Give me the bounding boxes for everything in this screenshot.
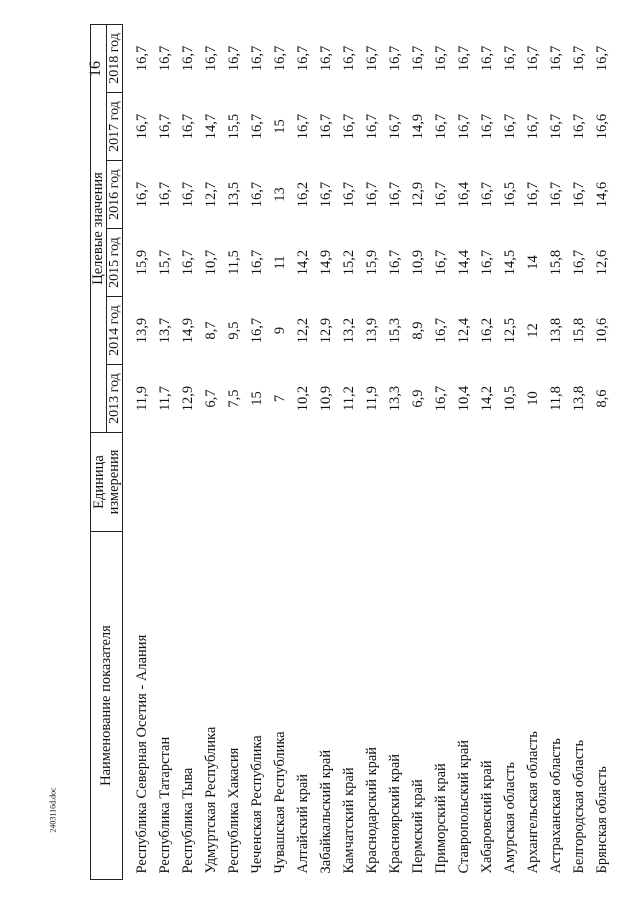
row-value: 16,7 <box>456 113 472 140</box>
row-value: 16,7 <box>203 45 219 72</box>
row-value: 16,7 <box>548 45 564 72</box>
header-name: Наименование показателя <box>91 532 123 880</box>
row-name: Алтайский край <box>295 773 311 874</box>
row-name: Республика Тыва <box>180 767 196 874</box>
row-value: 16,7 <box>180 45 196 72</box>
row-name: Забайкальский край <box>318 749 334 874</box>
table-row <box>223 24 246 879</box>
table-row <box>453 24 476 879</box>
row-value: 16,7 <box>525 181 541 208</box>
row-value: 16,7 <box>525 113 541 140</box>
row-value: 16,7 <box>318 113 334 140</box>
row-value: 16,5 <box>502 181 518 208</box>
header-unit: Единица измерения <box>91 433 123 532</box>
row-value: 13,8 <box>548 317 564 344</box>
row-unit <box>568 433 591 532</box>
row-value: 16,7 <box>134 113 150 140</box>
row-value: 14,7 <box>203 113 219 140</box>
row-value: 16,7 <box>180 181 196 208</box>
row-unit <box>430 433 453 532</box>
row-value: 16,7 <box>249 45 265 72</box>
table-row <box>338 24 361 879</box>
row-name: Хабаровский край <box>479 760 495 874</box>
row-value: 15,2 <box>341 249 357 276</box>
row-unit <box>361 433 384 532</box>
row-unit <box>246 433 269 532</box>
row-value: 16,7 <box>479 45 495 72</box>
row-value: 12,2 <box>295 317 311 344</box>
row-value: 13,9 <box>364 317 380 344</box>
row-value: 14,6 <box>594 181 610 208</box>
row-unit <box>123 433 155 532</box>
table-header <box>91 24 123 879</box>
row-value: 12 <box>525 323 541 338</box>
row-value: 12,5 <box>502 317 518 344</box>
row-name: Амурская область <box>502 762 518 874</box>
table-row <box>430 24 453 879</box>
table-body <box>123 24 615 879</box>
rotated-table-container <box>87 25 610 880</box>
row-value: 16,7 <box>295 45 311 72</box>
row-name: Республика Северная Осетия - Алания <box>134 634 150 874</box>
row-value: 8,7 <box>203 321 219 340</box>
row-value: 14,9 <box>180 317 196 344</box>
row-value: 7,5 <box>226 389 242 408</box>
row-value: 16,7 <box>571 45 587 72</box>
row-unit <box>315 433 338 532</box>
row-value: 16,7 <box>387 181 403 208</box>
row-value: 10,9 <box>318 385 334 412</box>
row-value: 15,3 <box>387 317 403 344</box>
row-value: 14,5 <box>502 249 518 276</box>
row-value: 11,9 <box>134 386 150 411</box>
table-row <box>522 24 545 879</box>
row-value: 13,9 <box>134 317 150 344</box>
row-unit <box>154 433 177 532</box>
row-value: 16,7 <box>180 249 196 276</box>
row-value: 13,8 <box>571 385 587 412</box>
row-value: 16,7 <box>226 45 242 72</box>
row-value: 8,6 <box>594 389 610 408</box>
row-value: 14,4 <box>456 249 472 276</box>
table-row <box>407 24 430 879</box>
row-value: 11 <box>272 255 288 270</box>
row-value: 14,2 <box>479 385 495 412</box>
header-target: Целевые значения <box>91 24 107 432</box>
row-unit <box>292 433 315 532</box>
row-value: 16,7 <box>433 317 449 344</box>
row-value: 16,7 <box>157 45 173 72</box>
row-value: 15,5 <box>226 113 242 140</box>
row-value: 16,7 <box>249 317 265 344</box>
row-value: 16,2 <box>295 181 311 208</box>
row-value: 12,9 <box>410 181 426 208</box>
table-row <box>177 24 200 879</box>
row-value: 16,7 <box>249 249 265 276</box>
row-unit <box>384 433 407 532</box>
row-value: 16,7 <box>249 113 265 140</box>
row-name: Республика Хакасия <box>226 747 242 874</box>
row-value: 16,7 <box>180 113 196 140</box>
row-value: 16,7 <box>433 385 449 412</box>
row-value: 16,7 <box>502 45 518 72</box>
row-value: 16,7 <box>157 113 173 140</box>
table-row <box>499 24 522 879</box>
row-name: Пермский край <box>410 779 426 874</box>
row-name: Ставропольский край <box>456 739 472 874</box>
row-unit <box>200 433 223 532</box>
row-value: 14,2 <box>295 249 311 276</box>
table-row <box>568 24 591 879</box>
row-value: 15,9 <box>364 249 380 276</box>
row-value: 13,5 <box>226 181 242 208</box>
row-value: 16,7 <box>318 181 334 208</box>
row-value: 10,9 <box>410 249 426 276</box>
header-year: 2013 год <box>107 365 123 433</box>
row-unit <box>522 433 545 532</box>
table-row <box>292 24 315 879</box>
row-value: 6,7 <box>203 389 219 408</box>
row-unit <box>177 433 200 532</box>
header-year: 2015 год <box>107 229 123 297</box>
row-value: 8,9 <box>410 321 426 340</box>
row-value: 16,7 <box>272 45 288 72</box>
header-year: 2014 год <box>107 297 123 365</box>
page-number: 16 <box>87 61 104 77</box>
row-value: 16,7 <box>134 181 150 208</box>
footer-filename: 2403116d.doc <box>48 787 58 833</box>
row-name: Белгородская область <box>571 739 587 874</box>
row-value: 16,7 <box>548 181 564 208</box>
row-value: 16,7 <box>594 45 610 72</box>
row-value: 16,7 <box>433 181 449 208</box>
row-value: 16,7 <box>571 181 587 208</box>
row-name: Камчатский край <box>341 767 357 874</box>
row-unit <box>223 433 246 532</box>
row-value: 7 <box>272 394 288 403</box>
row-value: 15,8 <box>571 317 587 344</box>
row-value: 10,6 <box>594 317 610 344</box>
row-value: 16,7 <box>479 181 495 208</box>
row-value: 15,7 <box>157 249 173 276</box>
table-row <box>246 24 269 879</box>
row-unit <box>269 433 292 532</box>
row-value: 10,7 <box>203 249 219 276</box>
table-row <box>545 24 568 879</box>
row-value: 16,7 <box>525 45 541 72</box>
row-name: Астраханская область <box>548 738 564 874</box>
row-value: 16,4 <box>456 181 472 208</box>
row-value: 16,7 <box>548 113 564 140</box>
row-value: 6,9 <box>410 389 426 408</box>
row-name: Республика Татарстан <box>157 736 173 874</box>
header-year: 2018 год <box>107 24 123 92</box>
row-name: Чувашская Республика <box>272 731 288 874</box>
row-value: 9 <box>272 326 288 335</box>
row-value: 12,6 <box>594 249 610 276</box>
row-value: 10,2 <box>295 385 311 412</box>
row-name: Приморский край <box>433 763 449 874</box>
row-value: 16,7 <box>341 45 357 72</box>
row-value: 11,7 <box>157 386 173 411</box>
row-value: 12,9 <box>180 385 196 412</box>
row-value: 16,7 <box>502 113 518 140</box>
row-value: 10,4 <box>456 385 472 412</box>
row-value: 12,4 <box>456 317 472 344</box>
row-value: 15,8 <box>548 249 564 276</box>
row-unit <box>545 433 568 532</box>
row-unit <box>453 433 476 532</box>
row-name: Краснодарский край <box>364 746 380 874</box>
row-value: 16,7 <box>433 45 449 72</box>
row-name: Удмуртская Республика <box>203 726 219 874</box>
row-value: 16,7 <box>433 249 449 276</box>
row-value: 16,2 <box>479 317 495 344</box>
row-value: 16,7 <box>410 45 426 72</box>
row-value: 13,7 <box>157 317 173 344</box>
row-unit <box>591 433 614 532</box>
row-value: 15 <box>272 119 288 134</box>
row-value: 11,9 <box>364 386 380 411</box>
row-value: 15 <box>249 391 265 406</box>
target-values-table <box>87 24 614 880</box>
table-row <box>591 24 614 879</box>
row-value: 16,7 <box>456 45 472 72</box>
row-value: 11,2 <box>341 386 357 411</box>
row-value: 16,7 <box>387 113 403 140</box>
row-name: Брянская область <box>594 766 610 874</box>
table-row <box>476 24 499 879</box>
row-value: 16,7 <box>387 249 403 276</box>
row-value: 16,7 <box>479 113 495 140</box>
table-row <box>200 24 223 879</box>
row-value: 13 <box>272 187 288 202</box>
table-row <box>361 24 384 879</box>
row-value: 12,9 <box>318 317 334 344</box>
row-value: 16,7 <box>341 113 357 140</box>
row-value: 16,7 <box>364 45 380 72</box>
row-unit <box>476 433 499 532</box>
table-row <box>123 24 155 879</box>
table-row <box>384 24 407 879</box>
row-value: 14 <box>525 255 541 270</box>
row-value: 13,2 <box>341 317 357 344</box>
row-name: Архангельская область <box>525 731 541 874</box>
table-row <box>315 24 338 879</box>
row-name: Чеченская Республика <box>249 735 265 874</box>
row-value: 16,7 <box>387 45 403 72</box>
row-value: 12,7 <box>203 181 219 208</box>
row-value: 16,7 <box>249 181 265 208</box>
table-row <box>269 24 292 879</box>
row-value: 16,7 <box>157 181 173 208</box>
row-value: 13,3 <box>387 385 403 412</box>
header-year: 2016 год <box>107 161 123 229</box>
row-unit <box>407 433 430 532</box>
row-value: 16,7 <box>318 45 334 72</box>
row-value: 16,6 <box>594 113 610 140</box>
row-value: 10 <box>525 391 541 406</box>
row-name: Красноярский край <box>387 753 403 874</box>
row-value: 15,9 <box>134 249 150 276</box>
row-value: 16,7 <box>479 249 495 276</box>
row-unit <box>338 433 361 532</box>
row-value: 16,7 <box>364 113 380 140</box>
row-value: 16,7 <box>571 113 587 140</box>
row-value: 16,7 <box>341 181 357 208</box>
row-value: 16,7 <box>364 181 380 208</box>
row-value: 16,7 <box>433 113 449 140</box>
row-value: 9,5 <box>226 321 242 340</box>
row-value: 16,7 <box>295 113 311 140</box>
table-row <box>154 24 177 879</box>
row-value: 10,5 <box>502 385 518 412</box>
row-value: 14,9 <box>318 249 334 276</box>
header-year: 2017 год <box>107 93 123 161</box>
row-value: 16,7 <box>134 45 150 72</box>
row-value: 16,7 <box>571 249 587 276</box>
row-unit <box>499 433 522 532</box>
row-value: 14,9 <box>410 113 426 140</box>
row-value: 11,8 <box>548 386 564 411</box>
row-value: 11,5 <box>226 250 242 275</box>
